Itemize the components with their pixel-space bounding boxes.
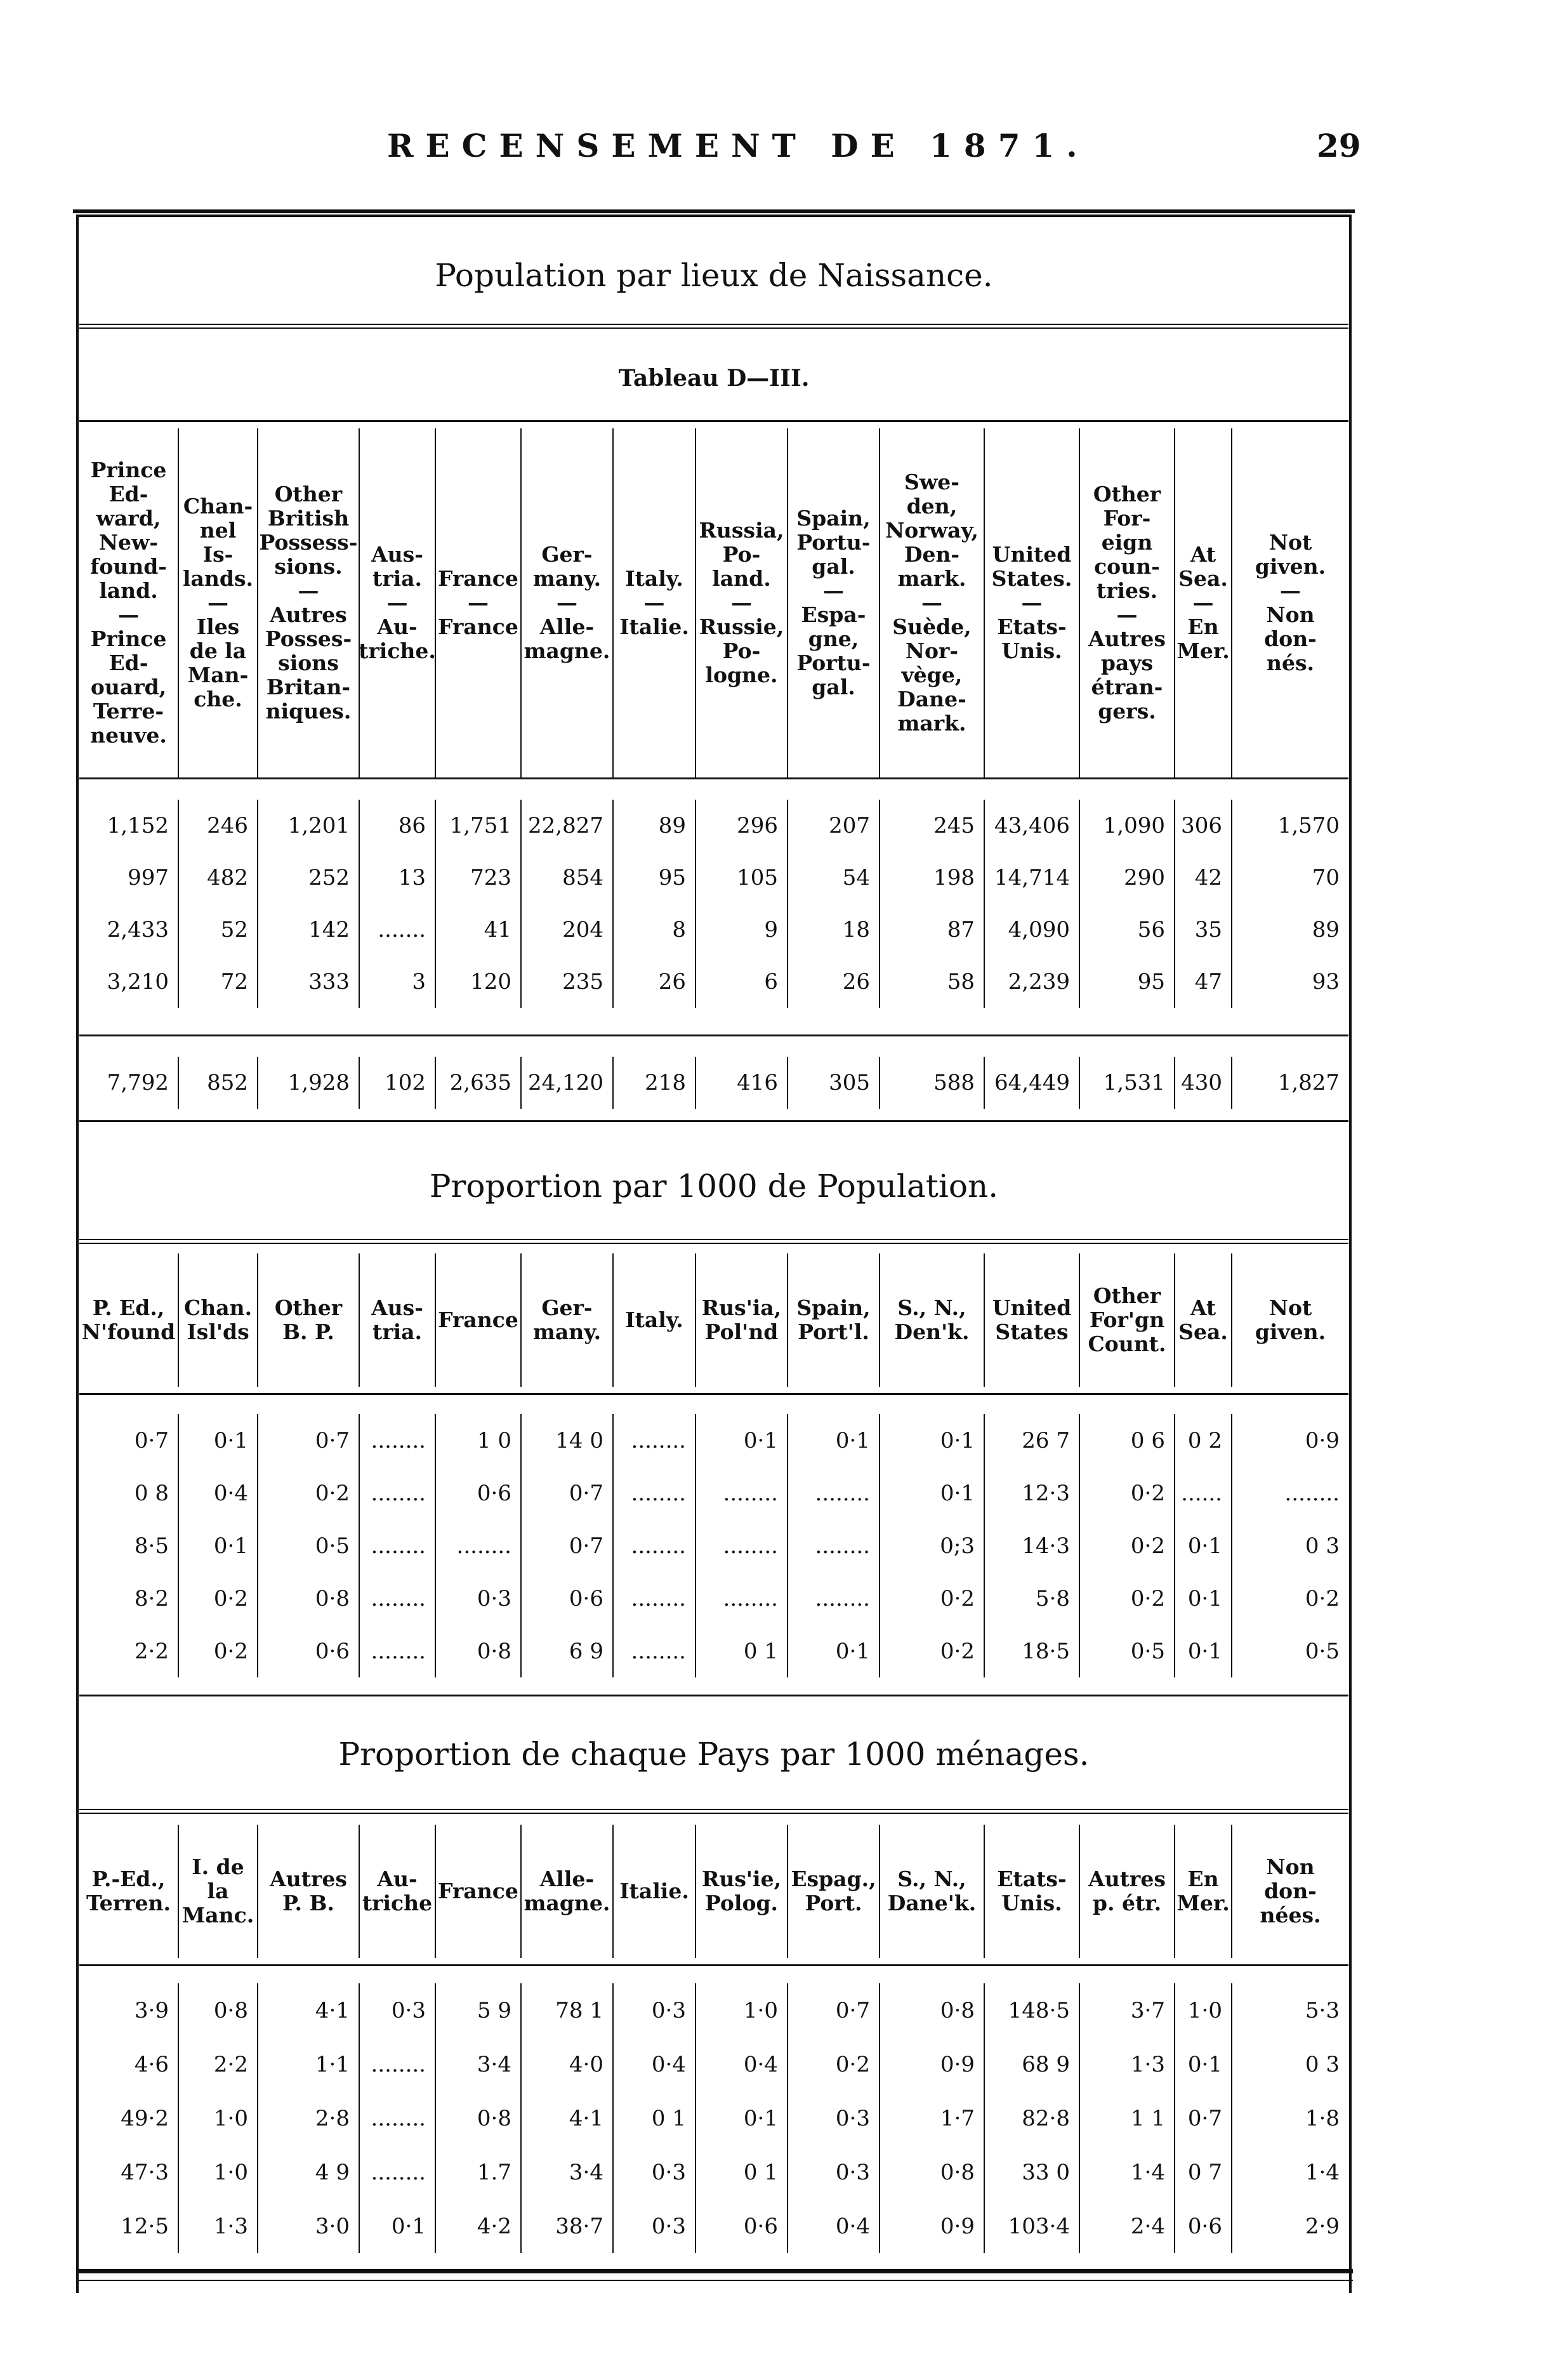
footer-rule: [76, 2269, 1353, 2273]
table-cell: 6: [695, 956, 787, 1008]
total-cell: 430: [1174, 1057, 1231, 1109]
table-cell: 0·1: [178, 1519, 257, 1572]
table-cell: 38·7: [520, 2199, 612, 2253]
column-header: Italy.: [612, 1253, 695, 1387]
table-cell: 0·2: [787, 2037, 879, 2091]
table-cell: 0·2: [178, 1572, 257, 1625]
table-cell: 26: [787, 956, 879, 1008]
table-cell: 0;3: [879, 1519, 984, 1572]
table-cell: 0·4: [787, 2199, 879, 2253]
table-cell: 1·7: [879, 2091, 984, 2145]
table-cell: ........: [359, 2145, 435, 2199]
table-cell: 72: [178, 956, 257, 1008]
total-cell: 102: [359, 1057, 435, 1109]
section1-subtitle: Tableau D—III.: [618, 365, 810, 392]
table-cell: 8: [612, 904, 695, 956]
table-cell: 306: [1174, 800, 1231, 852]
table-cell: 87: [879, 904, 984, 956]
table-cell: 0·2: [178, 1625, 257, 1677]
table-cell: ........: [695, 1519, 787, 1572]
table-cell: 1·4: [1231, 2145, 1348, 2199]
table-cell: 0·8: [435, 1625, 520, 1677]
table-cell: 296: [695, 800, 787, 852]
table-cell: 1·0: [178, 2145, 257, 2199]
table-cell: 47·3: [121, 2159, 169, 2185]
table-cell: 0·3: [612, 2199, 695, 2253]
table-cell: 1·3: [1079, 2037, 1174, 2091]
table-cell: ......: [1174, 1467, 1231, 1519]
column-header: Autres p. étr.: [1079, 1825, 1174, 1958]
table-cell: 246: [178, 800, 257, 852]
table-cell: 0·5: [257, 1519, 359, 1572]
table-cell: 120: [435, 956, 520, 1008]
table-cell: 0·7: [520, 1467, 612, 1519]
column-header: S., N., Den'k.: [879, 1253, 984, 1387]
table-cell: 22,827: [520, 800, 612, 852]
table-cell: 0·1: [695, 1414, 787, 1467]
table-cell: 0·1: [178, 1414, 257, 1467]
total-cell: 1,531: [1079, 1057, 1174, 1109]
table-cell: 26: [612, 956, 695, 1008]
table-cell: 245: [879, 800, 984, 852]
footer-rule-thin: [76, 2280, 1353, 2281]
table-cell: 482: [178, 852, 257, 904]
table-cell: 2·2: [134, 1638, 169, 1664]
table-cell: 0·7: [787, 1983, 879, 2037]
table-cell: 1 0: [435, 1414, 520, 1467]
column-header: Aus- tria.: [359, 1253, 435, 1387]
table-cell: 18·5: [984, 1625, 1079, 1677]
column-header: Rus'ia, Pol'nd: [695, 1253, 787, 1387]
table-cell: 49·2: [121, 2105, 169, 2131]
section2-title: Proportion par 1000 de Population.: [429, 1168, 999, 1205]
table-cell: 0·1: [695, 2091, 787, 2145]
column-header: Other For'gn Count.: [1079, 1253, 1174, 1387]
section1-header-rule: [79, 777, 1348, 779]
table-cell: 52: [178, 904, 257, 956]
table-cell: 4·1: [520, 2091, 612, 2145]
table-cell: 4·1: [257, 1983, 359, 2037]
column-header: Other For- eign coun- tries. — Autres pays étran- gers.: [1079, 428, 1174, 777]
section1-top-rule: [79, 420, 1348, 422]
table-cell: 0 7: [1174, 2145, 1231, 2199]
table-cell: 86: [359, 800, 435, 852]
table-cell: 8·5: [134, 1533, 169, 1559]
section3-data-rows: [79, 1983, 1348, 2253]
table-cell: ........: [435, 1519, 520, 1572]
column-header: Non don- nées.: [1231, 1825, 1348, 1958]
table-cell: 3,210: [107, 969, 169, 995]
table-cell: 2·2: [178, 2037, 257, 2091]
table-cell: 3·0: [257, 2199, 359, 2253]
table-cell: 252: [257, 852, 359, 904]
table-cell: 0·9: [1231, 1414, 1348, 1467]
table-cell: ........: [359, 1519, 435, 1572]
table-cell: 3·9: [134, 1997, 169, 2023]
table-cell: 997: [128, 865, 169, 890]
table-cell: 1,152: [107, 813, 169, 838]
column-header: Aus- tria. — Au- triche.: [359, 428, 435, 777]
table-cell: 207: [787, 800, 879, 852]
table-cell: 0·2: [257, 1467, 359, 1519]
table-cell: ........: [359, 1414, 435, 1467]
section1-totals: [79, 1057, 1348, 1109]
section1-totals-row: [79, 1057, 1348, 1109]
table-cell: 1,751: [435, 800, 520, 852]
total-cell: 218: [612, 1057, 695, 1109]
table-cell: 95: [612, 852, 695, 904]
column-header: Au- triche: [359, 1825, 435, 1958]
table-cell: 2·9: [1231, 2199, 1348, 2253]
table-cell: 0·4: [178, 1467, 257, 1519]
table-cell: .......: [359, 904, 435, 956]
table-cell: 103·4: [984, 2199, 1079, 2253]
table-cell: 0·4: [612, 2037, 695, 2091]
table-cell: 0·6: [1174, 2199, 1231, 2253]
table-cell: 43,406: [984, 800, 1079, 852]
section2-data-rows: [79, 1414, 1348, 1677]
table-cell: ........: [612, 1414, 695, 1467]
table-cell: 0·6: [435, 1467, 520, 1519]
table-cell: 0 8: [134, 1480, 169, 1506]
section1-title-rule: [79, 324, 1348, 329]
table-cell: 1.7: [435, 2145, 520, 2199]
table-cell: 0·2: [1079, 1572, 1174, 1625]
column-header: P.-Ed., Terren.: [86, 1867, 171, 1915]
table-cell: ........: [787, 1572, 879, 1625]
table-cell: 0 3: [1231, 2037, 1348, 2091]
table-cell: 4 9: [257, 2145, 359, 2199]
table-cell: 1·0: [1174, 1983, 1231, 2037]
table-cell: 0·1: [1174, 1625, 1231, 1677]
table-cell: 0·1: [879, 1414, 984, 1467]
table-cell: 4,090: [984, 904, 1079, 956]
section3-table: [79, 1825, 1348, 1958]
table-cell: ........: [359, 1467, 435, 1519]
total-cell: 852: [178, 1057, 257, 1109]
table-cell: 1·0: [178, 2091, 257, 2145]
table-cell: 0 1: [695, 1625, 787, 1677]
table-cell: 8·2: [134, 1585, 169, 1611]
table-cell: 2·8: [257, 2091, 359, 2145]
table-cell: 0·1: [1174, 1572, 1231, 1625]
table-cell: 0·1: [359, 2199, 435, 2253]
table-cell: 0·1: [1174, 2037, 1231, 2091]
table-cell: 0·3: [612, 2145, 695, 2199]
table-cell: 0·8: [178, 1983, 257, 2037]
column-header: Swe- den, Norway, Den- mark. — Suède, Nor- vège, Dane- mark.: [879, 428, 984, 777]
table-cell: 26 7: [984, 1414, 1079, 1467]
column-header: Chan. Isl'ds: [178, 1253, 257, 1387]
column-header: Italy. — Italie.: [612, 428, 695, 777]
section2-title-rule: [79, 1239, 1348, 1244]
table-cell: 12·3: [984, 1467, 1079, 1519]
table-cell: 1·0: [695, 1983, 787, 2037]
table-cell: 0·1: [787, 1414, 879, 1467]
section3-body: [79, 1983, 1348, 2253]
table-cell: 5·8: [984, 1572, 1079, 1625]
table-cell: 290: [1079, 852, 1174, 904]
table-cell: ........: [612, 1572, 695, 1625]
column-header: Alle- magne.: [520, 1825, 612, 1958]
column-header: France — France: [435, 428, 520, 777]
table-cell: 58: [879, 956, 984, 1008]
table-cell: 0·2: [879, 1625, 984, 1677]
table-cell: 1·8: [1231, 2091, 1348, 2145]
table-cell: 1·3: [178, 2199, 257, 2253]
table-cell: 82·8: [984, 2091, 1079, 2145]
table-cell: 0·5: [1231, 1625, 1348, 1677]
table-cell: 5 9: [435, 1983, 520, 2037]
column-header: At Sea.: [1174, 1253, 1231, 1387]
column-header: At Sea. — En Mer.: [1174, 428, 1231, 777]
table-cell: 0·1: [879, 1467, 984, 1519]
column-header: Spain, Portu- gal. — Espa- gne, Portu- gal.: [787, 428, 879, 777]
column-header: Espag., Port.: [787, 1825, 879, 1958]
section1-bottom-rule: [79, 1120, 1348, 1122]
table-cell: 148·5: [984, 1983, 1079, 2037]
section2-body: [79, 1414, 1348, 1677]
table-cell: 1·4: [1079, 2145, 1174, 2199]
total-cell: 1,827: [1231, 1057, 1348, 1109]
table-cell: ........: [1231, 1467, 1348, 1519]
table-cell: 9: [695, 904, 787, 956]
total-cell: 24,120: [520, 1057, 612, 1109]
table-cell: 35: [1174, 904, 1231, 956]
table-cell: 0·1: [787, 1625, 879, 1677]
table-cell: 78 1: [520, 1983, 612, 2037]
table-cell: 0·9: [879, 2199, 984, 2253]
table-cell: 14,714: [984, 852, 1079, 904]
table-cell: ........: [612, 1519, 695, 1572]
column-header: United States. — Etats- Unis.: [984, 428, 1079, 777]
column-header: Rus'ie, Polog.: [695, 1825, 787, 1958]
column-header: S., N., Dane'k.: [879, 1825, 984, 1958]
table-cell: 1,090: [1079, 800, 1174, 852]
column-header: Chan- nel Is- lands. — Iles de la Man- che.: [178, 428, 257, 777]
total-cell: 7,792: [107, 1070, 169, 1095]
table-cell: 0·6: [695, 2199, 787, 2253]
table-cell: 0·2: [879, 1572, 984, 1625]
table-cell: 0·8: [257, 1572, 359, 1625]
section2-table: [79, 1253, 1348, 1387]
table-cell: 14·3: [984, 1519, 1079, 1572]
table-cell: 105: [695, 852, 787, 904]
column-header: Etats- Unis.: [984, 1825, 1079, 1958]
column-header: Not given.: [1231, 1253, 1348, 1387]
column-header: France: [435, 1825, 520, 1958]
table-cell: 0·7: [1174, 2091, 1231, 2145]
section1-body: [79, 800, 1348, 1008]
column-header: United States: [984, 1253, 1079, 1387]
table-cell: ........: [612, 1467, 695, 1519]
table-cell: 4·2: [435, 2199, 520, 2253]
table-cell: 54: [787, 852, 879, 904]
column-header: En Mer.: [1174, 1825, 1231, 1958]
table-cell: 4·6: [134, 2051, 169, 2077]
table-cell: 2,433: [107, 917, 169, 942]
section1-title: Population par lieux de Naissance.: [435, 257, 993, 294]
table-cell: 14 0: [520, 1414, 612, 1467]
section2-header-row: [79, 1253, 1348, 1387]
table-cell: 1,570: [1231, 800, 1348, 852]
table-cell: 0·1: [1174, 1519, 1231, 1572]
table-cell: 70: [1231, 852, 1348, 904]
table-cell: 13: [359, 852, 435, 904]
total-cell: 1,928: [257, 1057, 359, 1109]
table-cell: 198: [879, 852, 984, 904]
table-cell: 0·5: [1079, 1625, 1174, 1677]
table-cell: 0·6: [520, 1572, 612, 1625]
table-cell: ........: [359, 2091, 435, 2145]
table-cell: 0·4: [695, 2037, 787, 2091]
table-cell: 33 0: [984, 2145, 1079, 2199]
table-cell: 142: [257, 904, 359, 956]
table-cell: 0·3: [787, 2091, 879, 2145]
table-cell: 1 1: [1079, 2091, 1174, 2145]
table-cell: 3: [359, 956, 435, 1008]
section2-header-rule: [79, 1393, 1348, 1395]
total-cell: 2,635: [435, 1057, 520, 1109]
table-cell: 0·3: [435, 1572, 520, 1625]
page-number: 29: [1317, 127, 1361, 164]
table-cell: 42: [1174, 852, 1231, 904]
table-cell: 89: [1231, 904, 1348, 956]
table-cell: 2,239: [984, 956, 1079, 1008]
table-cell: 0·8: [435, 2091, 520, 2145]
section1-header-row: [79, 428, 1348, 777]
table-cell: ........: [787, 1467, 879, 1519]
column-header: I. de la Manc.: [178, 1825, 257, 1958]
table-cell: 1,201: [257, 800, 359, 852]
table-cell: 0·7: [134, 1427, 169, 1453]
table-cell: 0 2: [1174, 1414, 1231, 1467]
table-cell: 56: [1079, 904, 1174, 956]
column-header: Ger- many. — Alle- magne.: [520, 428, 612, 777]
column-header: Other British Possess- sions. — Autres Posses- sions Britan- niques.: [257, 428, 359, 777]
section3-title: Proportion de chaque Pays par 1000 ménages.: [338, 1736, 1090, 1773]
table-cell: 0·7: [520, 1519, 612, 1572]
table-cell: 0 6: [1079, 1414, 1174, 1467]
total-cell: 416: [695, 1057, 787, 1109]
table-cell: 854: [520, 852, 612, 904]
table-cell: 0·2: [1079, 1467, 1174, 1519]
total-cell: 588: [879, 1057, 984, 1109]
table-cell: 333: [257, 956, 359, 1008]
table-cell: 41: [435, 904, 520, 956]
table-cell: 0·9: [879, 2037, 984, 2091]
column-header: Other B. P.: [257, 1253, 359, 1387]
section1-table: [79, 428, 1348, 777]
table-cell: 95: [1079, 956, 1174, 1008]
table-cell: 235: [520, 956, 612, 1008]
column-header: France: [435, 1253, 520, 1387]
table-cell: 204: [520, 904, 612, 956]
section2-bottom-rule: [79, 1695, 1348, 1696]
table-cell: 89: [612, 800, 695, 852]
table-cell: 93: [1231, 956, 1348, 1008]
table-cell: 1·1: [257, 2037, 359, 2091]
table-cell: 0·3: [359, 1983, 435, 2037]
table-cell: 0·8: [879, 2145, 984, 2199]
table-cell: 0·2: [1079, 1519, 1174, 1572]
table-cell: 6 9: [520, 1625, 612, 1677]
table-cell: 3·4: [435, 2037, 520, 2091]
section3-header-row: [79, 1825, 1348, 1958]
table-cell: ........: [787, 1519, 879, 1572]
table-cell: 47: [1174, 956, 1231, 1008]
table-cell: 4·0: [520, 2037, 612, 2091]
column-header: Not given. — Non don- nés.: [1231, 428, 1348, 777]
table-cell: ........: [695, 1572, 787, 1625]
table-cell: 68 9: [984, 2037, 1079, 2091]
page-header-title: RECENSEMENT DE 1871.: [387, 127, 1090, 164]
table-cell: ........: [359, 2037, 435, 2091]
header-rule: [73, 209, 1355, 213]
table-cell: ........: [359, 1625, 435, 1677]
table-cell: 3·7: [1079, 1983, 1174, 2037]
section3-title-rule: [79, 1809, 1348, 1814]
table-cell: 5·3: [1231, 1983, 1348, 2037]
column-header: P. Ed., N'found: [81, 1295, 176, 1344]
table-cell: 0·7: [257, 1414, 359, 1467]
table-cell: 0 1: [612, 2091, 695, 2145]
section1-total-rule: [79, 1035, 1348, 1036]
column-header: Prince Ed- ward, New- found- land. — Prince Ed- ouard, Terre- neuve.: [90, 458, 167, 748]
table-cell: 0·3: [612, 1983, 695, 2037]
table-cell: 0 3: [1231, 1519, 1348, 1572]
column-header: Italie.: [612, 1825, 695, 1958]
table-cell: 12·5: [121, 2213, 169, 2239]
column-header: Spain, Port'l.: [787, 1253, 879, 1387]
table-cell: 2·4: [1079, 2199, 1174, 2253]
table-cell: 0·6: [257, 1625, 359, 1677]
table-cell: 3·4: [520, 2145, 612, 2199]
total-cell: 64,449: [984, 1057, 1079, 1109]
section1-data-rows: [79, 800, 1348, 1008]
table-cell: 0·3: [787, 2145, 879, 2199]
table-cell: 723: [435, 852, 520, 904]
table-cell: 18: [787, 904, 879, 956]
table-cell: ........: [695, 1467, 787, 1519]
table-cell: 0·8: [879, 1983, 984, 2037]
column-header: Russia, Po- land. — Russie, Po- logne.: [695, 428, 787, 777]
table-cell: ........: [612, 1625, 695, 1677]
column-header: Ger- many.: [520, 1253, 612, 1387]
section3-header-rule: [79, 1964, 1348, 1966]
table-cell: ........: [359, 1572, 435, 1625]
table-cell: 0 1: [695, 2145, 787, 2199]
table-cell: 0·2: [1231, 1572, 1348, 1625]
total-cell: 305: [787, 1057, 879, 1109]
column-header: Autres P. B.: [257, 1825, 359, 1958]
